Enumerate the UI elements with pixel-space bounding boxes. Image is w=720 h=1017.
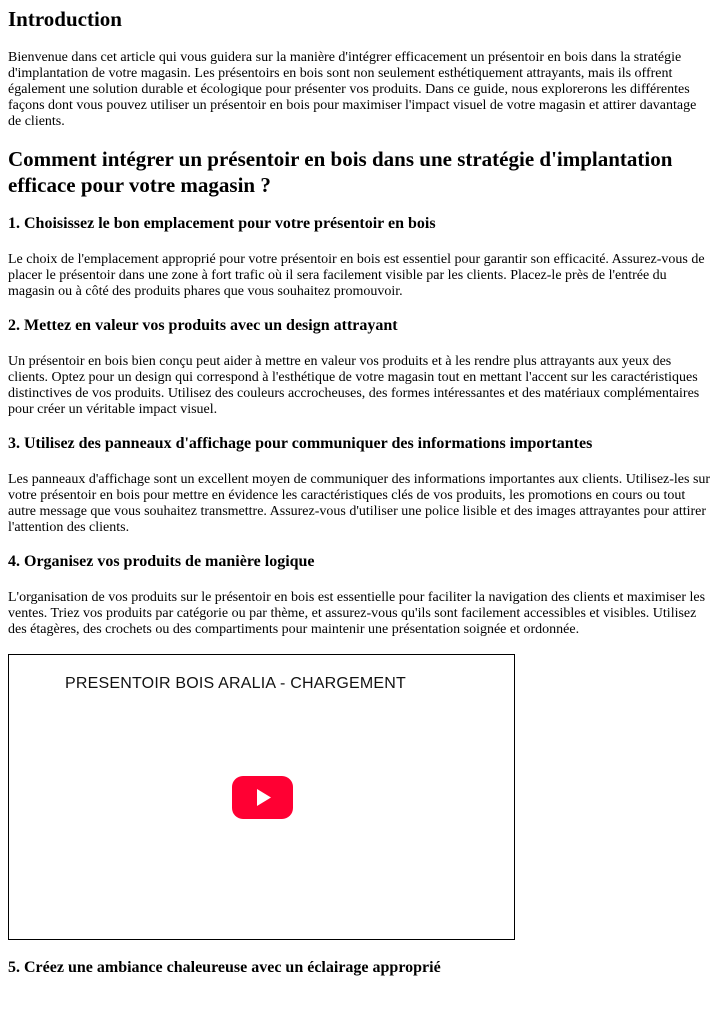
video-embed[interactable] (8, 654, 515, 940)
section-heading-3: 3. Utilisez des panneaux d'affichage pour communiquer des informations importantes (8, 435, 593, 452)
youtube-play-icon[interactable] (232, 776, 293, 819)
section-paragraph-2: Un présentoir en bois bien conçu peut aider à mettre en valeur vos produits et à les rendre plus attrayants aux yeux des clients. Optez pour un design qui correspond à l'esthétique de votre magasin tout en mettant l'accent sur les caractéristiques distinctives de vos produits. Utilisez des couleurs accrocheuses, des formes intéressantes et des matériaux complémentaires pour créer un véritable impact visuel. (8, 354, 700, 417)
section-heading-5: 5. Créez une ambiance chaleureuse avec un éclairage approprié (8, 959, 441, 976)
intro-paragraph: Bienvenue dans cet article qui vous guidera sur la manière d'intégrer efficacement un présentoir en bois dans la stratégie d'implantation de votre magasin. Les présentoirs en bois sont non seulement esthétiquement attrayants, mais ils offrent également une solution durable et écologique pour présenter vos produits. Dans ce guide, nous explorerons les différentes façons dont vous pouvez utiliser un présentoir en bois pour maximiser l'impact visuel de votre magasin et attirer davantage de clients. (8, 50, 697, 129)
play-triangle-icon (232, 776, 293, 819)
main-heading: Comment intégrer un présentoir en bois dans une stratégie d'implantation efficace pour votre magasin ? (8, 147, 673, 197)
section-heading-1: 1. Choisissez le bon emplacement pour votre présentoir en bois (8, 215, 436, 232)
section-heading-4: 4. Organisez vos produits de manière logique (8, 553, 315, 570)
intro-heading: Introduction (8, 7, 122, 31)
section-heading-2: 2. Mettez en valeur vos produits avec un design attrayant (8, 317, 398, 334)
section-paragraph-4: L'organisation de vos produits sur le présentoir en bois est essentielle pour faciliter la navigation des clients et maximiser les ventes. Triez vos produits par catégorie ou par thème, et assurez-vous qu'ils sont facilement accessibles et visibles. Utilisez des étagères, des crochets ou des compartiments pour maintenir une présentation soignée et ordonnée. (8, 590, 706, 637)
section-paragraph-1: Le choix de l'emplacement approprié pour votre présentoir en bois est essentiel pour garantir son efficacité. Assurez-vous de placer le présentoir dans une zone à fort trafic où il sera facilement visible par les clients. Placez-le près de l'entrée du magasin ou à côté des produits phares que vous souhaitez promouvoir. (8, 252, 705, 299)
section-paragraph-3: Les panneaux d'affichage sont un excellent moyen de communiquer des informations importantes aux clients. Utilisez-les sur votre présentoir en bois pour mettre en évidence les caractéristiques clés de vos produits, les promotions en cours ou tout autre message que vous souhaitez transmettre. Assurez-vous d'utiliser une police lisible et des images attrayantes pour attirer l'attention des clients. (8, 472, 711, 535)
video-title[interactable]: PRESENTOIR BOIS ARALIA - CHARGEMENT (65, 675, 406, 692)
